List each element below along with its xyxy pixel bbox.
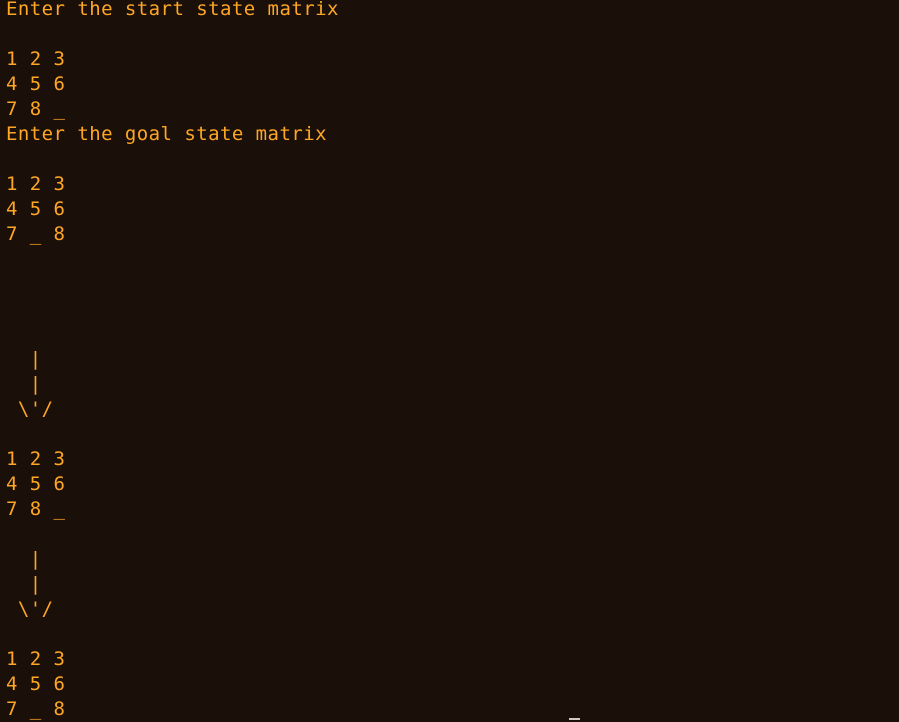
- step-2-matrix-row-1: 1 2 3: [6, 648, 66, 670]
- goal-matrix-row-3: 7 _ 8: [6, 223, 66, 245]
- arrow-shaft: |: [6, 373, 42, 395]
- prompt-goal-state: Enter the goal state matrix: [6, 123, 328, 145]
- arrow-shaft: |: [6, 548, 42, 570]
- text-cursor: [569, 718, 580, 720]
- arrow-head: \'/: [6, 598, 54, 620]
- start-matrix-row-1: 1 2 3: [6, 48, 66, 70]
- step-2-matrix-row-3: 7 _ 8: [6, 698, 66, 720]
- step-2-matrix-row-2: 4 5 6: [6, 673, 66, 695]
- arrow-head: \'/: [6, 398, 54, 420]
- arrow-shaft: |: [6, 573, 42, 595]
- goal-matrix-row-2: 4 5 6: [6, 198, 66, 220]
- start-matrix-row-2: 4 5 6: [6, 73, 66, 95]
- start-matrix-row-3: 7 8 _: [6, 98, 66, 120]
- step-1-matrix-row-3: 7 8 _: [6, 498, 66, 520]
- goal-matrix-row-1: 1 2 3: [6, 173, 66, 195]
- step-1-matrix-row-2: 4 5 6: [6, 473, 66, 495]
- arrow-shaft: |: [6, 348, 42, 370]
- prompt-start-state: Enter the start state matrix: [6, 0, 339, 20]
- step-1-matrix-row-1: 1 2 3: [6, 448, 66, 470]
